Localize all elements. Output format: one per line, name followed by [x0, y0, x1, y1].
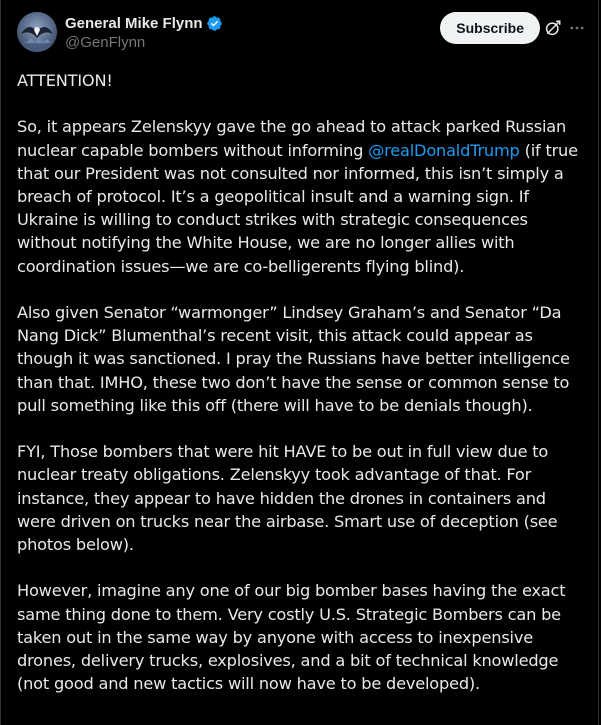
subscribe-button[interactable]: Subscribe [440, 12, 540, 44]
post-paragraph-1: ATTENTION! [17, 71, 113, 90]
display-name-row [65, 13, 223, 33]
eagle-avatar-icon [17, 12, 57, 52]
post-header [17, 12, 586, 56]
grok-slash-circle-icon[interactable] [544, 19, 562, 37]
mention-link[interactable]: @realDonaldTrump [368, 140, 520, 160]
post-text [17, 69, 589, 719]
verified-badge-icon [206, 15, 223, 32]
author-handle[interactable]: @GenFlynn [65, 34, 146, 51]
avatar[interactable] [17, 12, 57, 52]
more-dots-icon[interactable] [568, 19, 586, 37]
post-paragraph-4: FYI, Those bombers that were hit HAVE to be out in full view due to nuclear treaty obligations. Zelenskyy took advantage of that. For instance, they appear to have hidden the drones in containers and were driven on trucks near the airbase. Smart use of deception (see photos below). [17, 442, 558, 555]
post-paragraph-2-start: So, it appears Zelenskyy gave the go ahead to attack parked Russian nuclear capable bombers without informing [17, 117, 567, 160]
author-names [65, 13, 223, 51]
post-paragraph-2 [17, 115, 589, 277]
post-paragraph-2-end: (if true that our President was not consulted nor informed, this isn’t simply a breach of protocol. It’s a geopolitical insult and a warning sign. If Ukraine is willing to conduct strikes with strategic consequences without notifying the White House, we are no longer allies with coordination issues—we are co-belligerents flying blind). [17, 140, 578, 276]
post-paragraph-3: Also given Senator “warmonger” Lindsey Graham’s and Senator “Da Nang Dick” Blumenthal’s recent visit, this attack could appear as though it was sanctioned. I pray the Russians have better intelligence than that. IMHO, these two don’t have the sense or common sense to pull something like this off (there will have to be denials though). [17, 303, 570, 415]
author-display-name[interactable]: General Mike Flynn [65, 14, 203, 32]
post-paragraph-5: However, imagine any one of our big bomber bases having the exact same thing done to them. Very costly U.S. Strategic Bombers can be taken out in the same way by anyone with access to inexpensive drones, delivery trucks, explosives, and a bit of technical knowledge (not good and new tactics will now have to be developed). [17, 581, 566, 694]
